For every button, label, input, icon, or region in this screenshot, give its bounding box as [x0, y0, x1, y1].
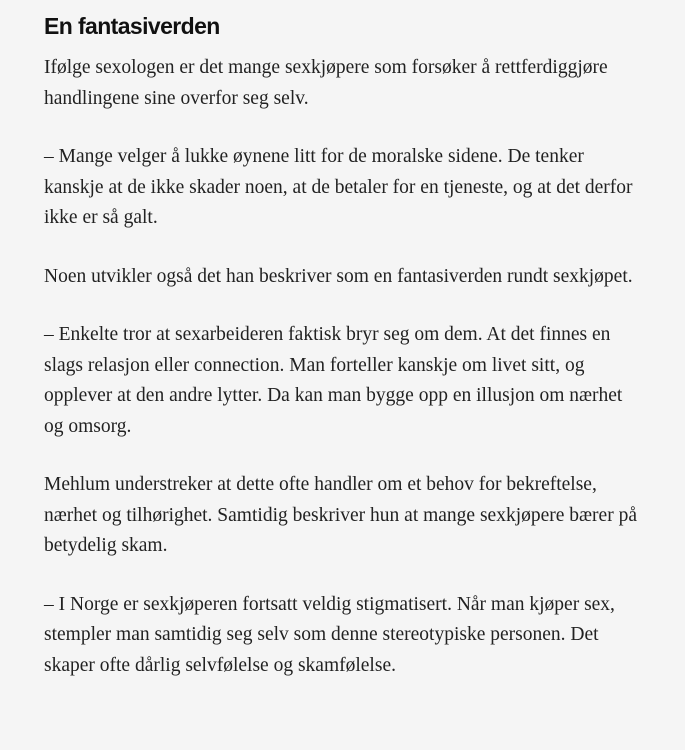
paragraph-1: Ifølge sexologen er det mange sexkjøpere som forsøker å rettferdiggjøre handlingene sine overfor seg selv. — [44, 57, 608, 109]
section-heading: En fantasiverden — [44, 13, 220, 39]
paragraph-2: – Mange velger å lukke øynene litt for de moralske sidene. De tenker kanskje at de ikke skader noen, at de betaler for en tjeneste, og at det derfor ikke er så galt. — [44, 146, 633, 228]
paragraph-5: Mehlum understreker at dette ofte handler om et behov for bekreftelse, nærhet og tilhørighet. Samtidig beskriver hun at mange sexkjøpere bærer på betydelig skam. — [44, 474, 637, 556]
paragraph-4: – Enkelte tror at sexarbeideren faktisk bryr seg om dem. At det finnes en slags relasjon eller connection. Man forteller kanskje om livet sitt, og opplever at den andre lytter. Da kan man bygge opp en illusjon om nærhet og omsorg. — [44, 324, 623, 437]
paragraph-3: Noen utvikler også det han beskriver som en fantasiverden rundt sexkjøpet. — [44, 265, 633, 287]
paragraph-6: – I Norge er sexkjøperen fortsatt veldig stigmatisert. Når man kjøper sex, stempler man samtidig seg selv som denne stereotypiske personen. Det skaper ofte dårlig selvfølelse og skamfølelse. — [44, 593, 615, 676]
